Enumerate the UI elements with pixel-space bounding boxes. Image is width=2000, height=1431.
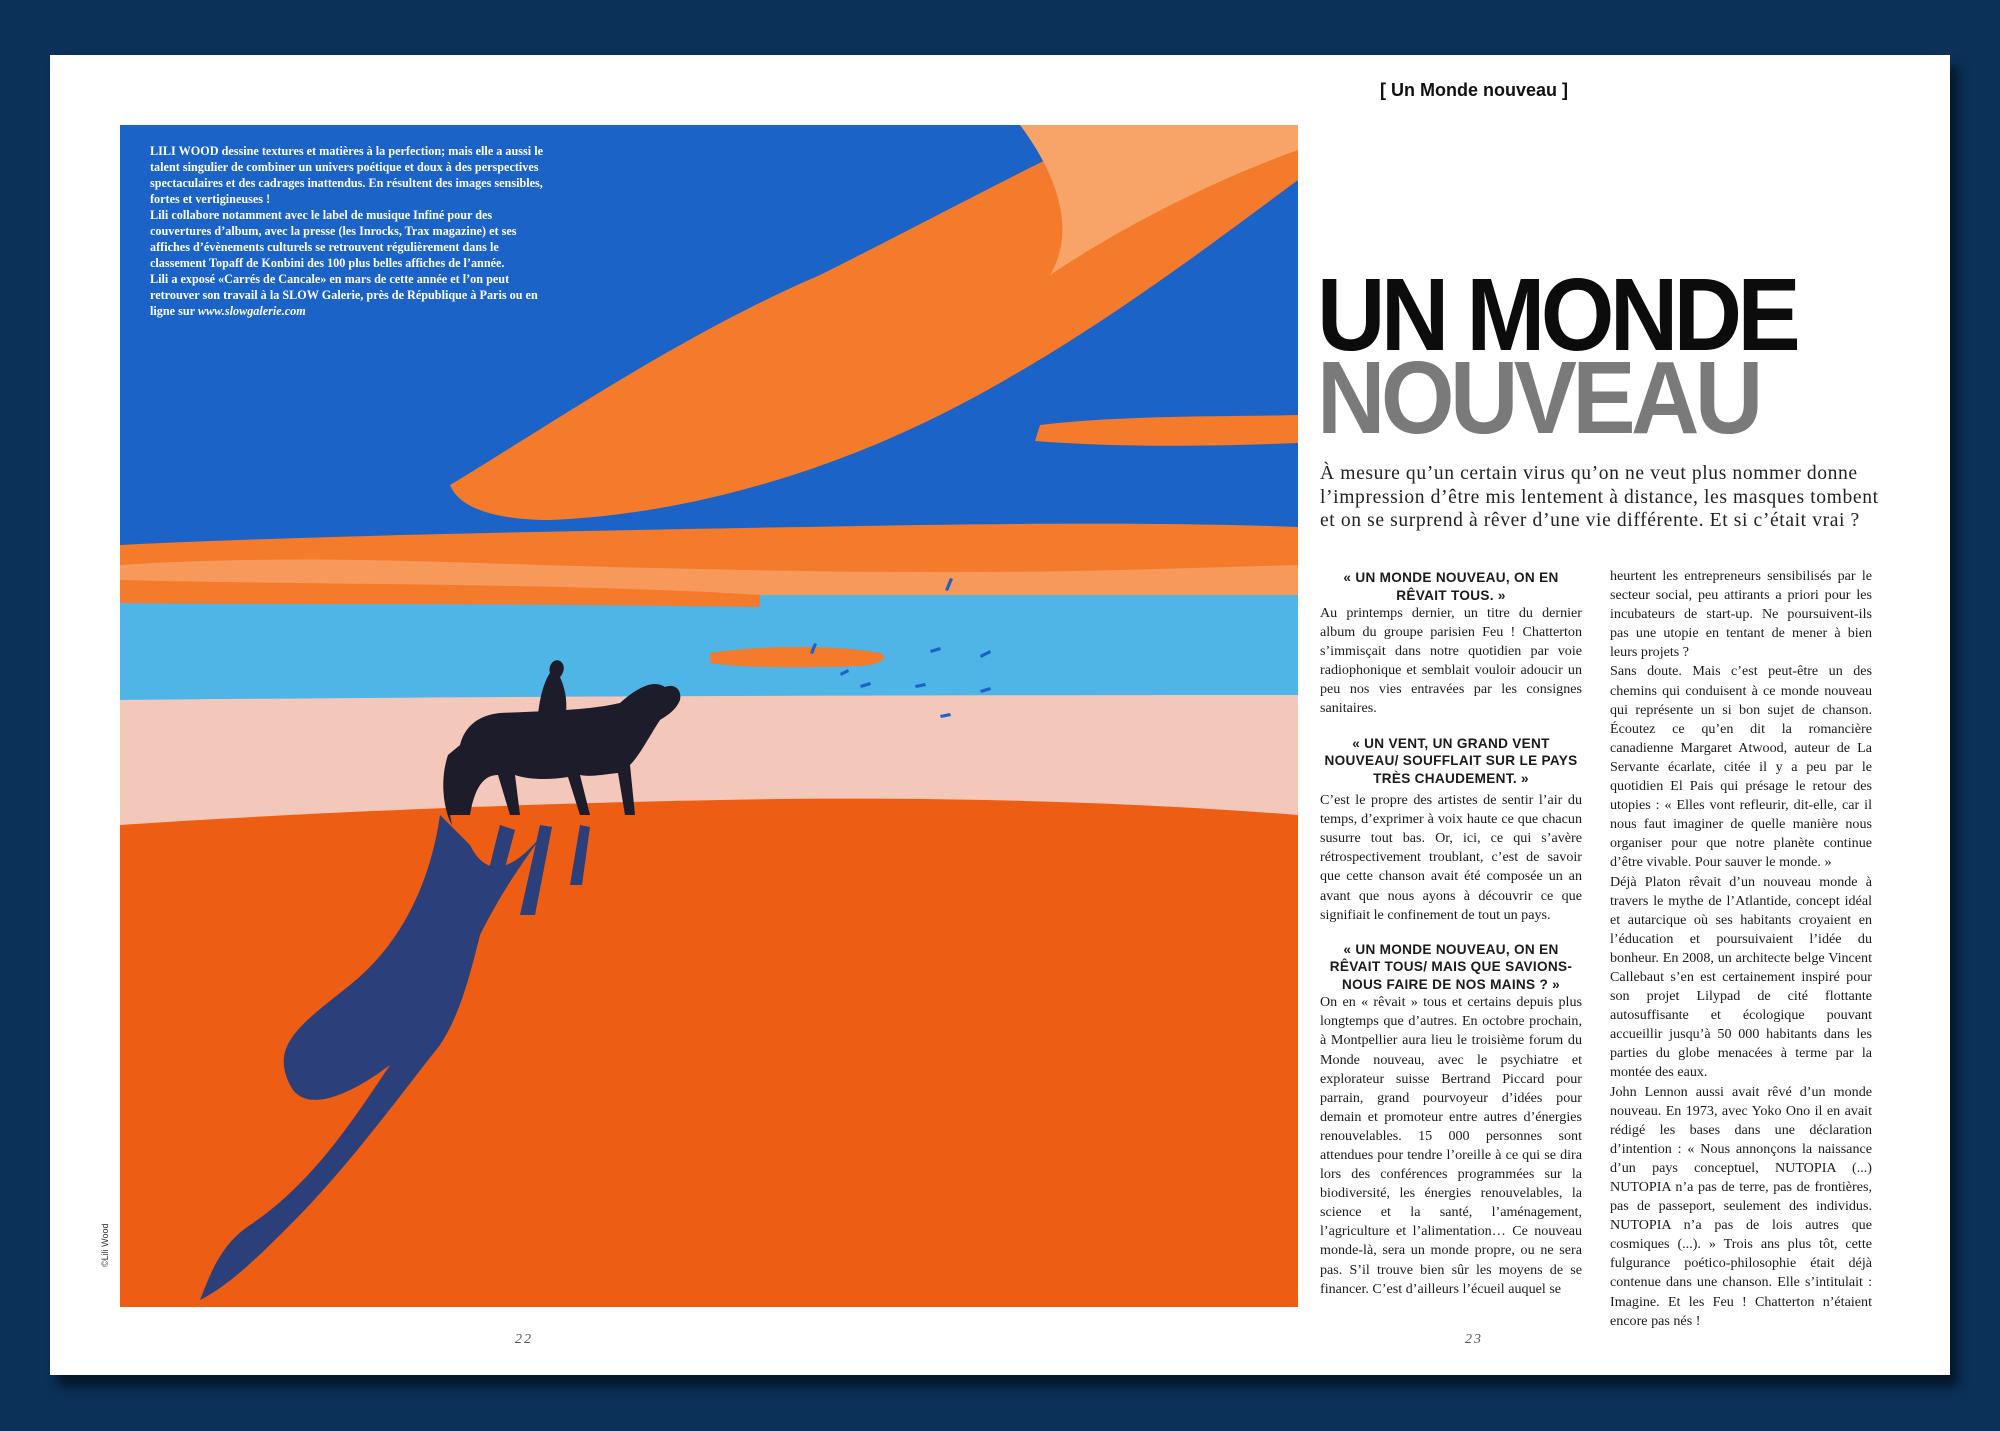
page-number-right: 23 bbox=[1465, 1332, 1483, 1347]
paragraph: Déjà Platon rêvait d’un nouveau monde à travers le mythe de l’Atlantide, concept idéal et autarcique où ses habitants croyaient en l’éducation et poursuivaient l’idée du bonheur. En 2008, un architecte belge Vincent Callebaut s’en est certainement inspiré pour son projet Lilypad de cité flottante autosuffisante et écologique pouvant accueillir jusqu’à 50 000 habitants dans les parties du globe menacées à terme par la montée des eaux. bbox=[1610, 873, 1872, 1081]
artist-caption bbox=[150, 143, 555, 319]
article-column-2 bbox=[1610, 567, 1872, 1331]
caption-text: Lili a exposé «Carrés de Cancale» en mars de cette année et l’on peut retrouver son travail à la SLOW Galerie, près de République à Paris ou en ligne sur bbox=[150, 272, 538, 318]
photo-credit: ©Lili Wood bbox=[100, 1223, 110, 1267]
paragraph: heurtent les entrepreneurs sensibilisés par le secteur social, peu attirants a priori pour les incubateurs de start-up. Ne poursuivent-ils pas une utopie en tentant de mener à bien leurs projets ? bbox=[1610, 568, 1872, 661]
caption-paragraph: LILI WOOD dessine textures et matières à la perfection; mais elle a aussi le talent singulier de combiner un univers poétique et doux à des perspectives spectaculaires et des cadrages inattendus. En résultent des images sensibles, fortes et vertigineuses ! bbox=[150, 144, 543, 206]
subheading: « UN MONDE NOUVEAU, ON EN RÊVAIT TOUS/ MAIS QUE SAVIONS-NOUS FAIRE DE NOS MAINS ? » bbox=[1329, 941, 1573, 992]
headline-line-1: UN MONDE bbox=[1317, 257, 1797, 372]
sea-reflection-small bbox=[710, 647, 884, 667]
subheading: « UN MONDE NOUVEAU, ON EN RÊVAIT TOUS. » bbox=[1343, 570, 1559, 603]
subheading: « UN VENT, UN GRAND VENT NOUVEAU/ SOUFFLAIT SUR LE PAYS TRÈS CHAUDEMENT. » bbox=[1324, 735, 1578, 786]
paragraph: Sans doute. Mais c’est peut-être un des chemins qui conduisent à ce monde nouveau qui représente un si bon sujet de chanson. Écoutez ce qu’en dit la romancière canadienne Margaret Atwood, auteur de La Servante écarlate, citée il y a peu par le quotidien El Pais qui présage le retour des utopies : « Elles vont refleurir, dit-elle, car il nous faut imaginer de quelle manière nous organiser pour que notre planète continue d’être vivable. Pour sauver le monde. » bbox=[1610, 663, 1872, 871]
headline-line-2: NOUVEAU bbox=[1317, 340, 1759, 455]
illustration bbox=[120, 125, 1298, 1307]
page-number-left: 22 bbox=[515, 1332, 533, 1347]
paragraph: Au printemps dernier, un titre du dernier album du groupe parisien Feu ! Chatterton s’immisçait dans notre quotidien par voie radiophonique et semblait vouloir adoucir un peu nos vies entravées par les consignes sanitaires. bbox=[1320, 605, 1582, 717]
article-lede: À mesure qu’un certain virus qu’on ne veut plus nommer donne l’impression d’être mis lentement à distance, les masques tombent et on se surprend à rêver d’une vie différente. Et si c’était vrai ? bbox=[1320, 463, 1879, 531]
magazine-spread bbox=[50, 55, 1950, 1375]
paragraph: C’est le propre des artistes de sentir l’air du temps, d’exprimer à voix haute ce que chacun susurre tout bas. Or, ici, ce qui s’avère rétrospectivement troublant, c’est de savoir que cette chanson avait été composée un an avant que nous ayons à découvrir ce que signifiait le confinement de tout un pays. bbox=[1320, 792, 1582, 923]
section-rubric: [ Un Monde nouveau ] bbox=[1380, 80, 1568, 100]
gallery-link[interactable]: www.slowgalerie.com bbox=[197, 304, 306, 318]
caption-paragraph bbox=[150, 271, 555, 319]
caption-paragraph: Lili collabore notamment avec le label de musique Infiné pour des couvertures d’album, avec la presse (les Inrocks, Trax magazine) et ses affiches d’évènements culturels se retrouvent régulièrement dans le classement Topaff de Konbini des 100 plus belles affiches de l’année. bbox=[150, 208, 517, 270]
article-column-1 bbox=[1320, 569, 1582, 1299]
paragraph: On en « rêvait » tous et certains depuis plus longtemps que d’autres. En octobre prochain, à Montpellier aura lieu le troisième forum du Monde nouveau, avec le psychiatre et explorateur suisse Bertrand Piccard pour parrain, grand pourvoyeur d’idées pour demain et promoteur entre autres d’énergies renouvelables. 15 000 personnes sont attendues pour tendre l’oreille à ce qui se dira lors des conférences programmées sur la biodiversité, les énergies renouvelables, la science et la santé, l’aménagement, l’agriculture et l’alimentation… Ce nouveau monde-là, sera un monde propre, ou ne sera pas. S’il trouve bien sûr les moyens de se financer. C’est d’ailleurs l’écueil auquel se bbox=[1320, 994, 1582, 1297]
paragraph: John Lennon aussi avait rêvé d’un monde nouveau. En 1973, avec Yoko Ono il en avait rédigé les bases dans une déclaration d’intention : « Nous annonçons la naissance d’un pays conceptuel, NUTOPIA (...) NUTOPIA n’a pas de terre, pas de frontières, pas de passeport, seulement des individus. NUTOPIA n’a pas de lois autres que cosmiques (...). » Trois ans plus tôt, cette fulgurance poético-philosophie était déjà contenue dans une chanson. Elle s’intitulait : Imagine. Et les Feu ! Chatterton n’étaient encore pas nés ! bbox=[1610, 1083, 1872, 1329]
